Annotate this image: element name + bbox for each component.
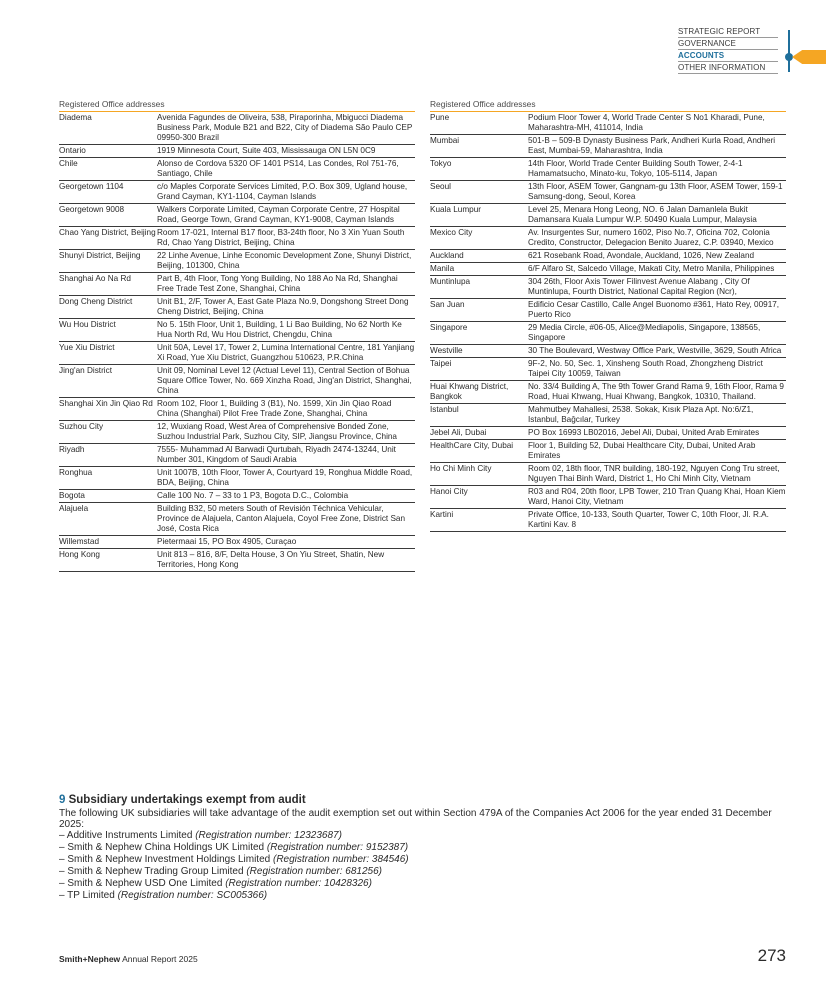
row-address: 14th Floor, World Trade Center Building South Tower, 2-4-1 Hamamatsucho, Minato-ku, Tokyo, 105-5114, Japan bbox=[528, 159, 743, 178]
table-row bbox=[59, 204, 415, 227]
row-location: Hong Kong bbox=[59, 550, 100, 559]
company-name: – Smith & Nephew China Holdings UK Limited bbox=[59, 842, 267, 853]
section-body: The following UK subsidiaries will take advantage of the audit exemption set out within Section 479A of the Companies Act 2006 for the year ended 31 December 2025: bbox=[59, 808, 772, 830]
company-name: – TP Limited bbox=[59, 890, 118, 901]
company-name: – Additive Instruments Limited bbox=[59, 830, 196, 841]
row-address: c/o Maples Corporate Services Limited, P.O. Box 309, Ugland house, Grand Cayman, KY1-1104, Cayman Islands bbox=[157, 182, 408, 201]
row-address: Walkers Corporate Limited, Cayman Corporate Centre, 27 Hospital Road, George Town, Grand Cayman, KY1-9008, Cayman Islands bbox=[157, 205, 400, 224]
row-address: Avenida Fagundes de Oliveira, 538, Piraporinha, Mbigucci Diadema Business Park, Module B21 and B22, City of Diadema São Paulo CEP 09950-300 Brazil bbox=[157, 113, 413, 142]
row-location: Kuala Lumpur bbox=[430, 205, 481, 214]
table-row bbox=[59, 444, 415, 467]
row-location: Pune bbox=[430, 113, 450, 122]
list-item bbox=[59, 890, 779, 902]
table-row bbox=[59, 227, 415, 250]
table-row bbox=[59, 549, 415, 572]
table-row bbox=[59, 490, 415, 503]
row-location: Manila bbox=[430, 264, 455, 273]
table-row bbox=[430, 404, 786, 427]
right-address-table bbox=[430, 99, 786, 532]
row-location: Riyadh bbox=[59, 445, 85, 454]
table-row bbox=[59, 145, 415, 158]
row-address: 30 The Boulevard, Westway Office Park, Westville, 3629, South Africa bbox=[528, 346, 782, 355]
registration-number: (Registration number: 9152387) bbox=[266, 842, 409, 853]
row-address: 13th Floor, ASEM Tower, Gangnam-gu 13th Floor, ASEM Tower, 159-1 Samsung-dong, Seoul, Korea bbox=[528, 182, 783, 201]
row-location: Georgetown 1104 bbox=[59, 182, 124, 191]
company-name: – Smith & Nephew Investment Holdings Limited bbox=[59, 854, 273, 865]
table-row bbox=[59, 536, 415, 549]
row-location: Shanghai Ao Na Rd bbox=[59, 274, 131, 283]
row-address: Room 17-021, Internal B17 floor, B3-24th floor, No 3 Xin Yuan South Rd, Chao Yang District, Beijing, China bbox=[157, 228, 405, 247]
section-title bbox=[59, 794, 779, 806]
registration-number: (Registration number: 12323687) bbox=[195, 830, 342, 841]
row-location: Taipei bbox=[430, 359, 452, 368]
table-row bbox=[430, 486, 786, 509]
list-item bbox=[59, 878, 779, 890]
table-row bbox=[430, 227, 786, 250]
row-address: Level 25, Menara Hong Leong, NO. 6 Jalan Damanlela Bukit Damansara Kuala Lumpur W.P. 50490 Kuala Lumpur, Malaysia bbox=[528, 205, 757, 224]
nav-governance[interactable]: GOVERNANCE bbox=[678, 38, 778, 50]
table-header: Registered Office addresses bbox=[59, 99, 415, 112]
section-subsidiary-exempt bbox=[59, 794, 779, 902]
list-item bbox=[59, 842, 779, 854]
section-number: 9 bbox=[59, 794, 66, 806]
page-number: 273 bbox=[757, 946, 786, 965]
table-row bbox=[59, 296, 415, 319]
row-location: Yue Xiu District bbox=[59, 343, 115, 352]
row-address: 9F-2, No. 50, Sec. 1, Xinsheng South Road, Zhongzheng District Taipei City 10059, Taiwan bbox=[528, 359, 763, 378]
row-address: Pietermaai 15, PO Box 4905, Curaçao bbox=[157, 537, 297, 546]
row-address: Alonso de Cordova 5320 OF 1401 PS14, Las Condes, Rol 751-76, Santiago, Chile bbox=[157, 159, 399, 178]
row-address: Private Office, 10-133, South Quarter, Tower C, 10th Floor, Jl. R.A. Kartini Kav. 8 bbox=[528, 510, 769, 529]
row-location: Jing'an District bbox=[59, 366, 112, 375]
table-row bbox=[430, 463, 786, 486]
section-nav bbox=[678, 26, 778, 74]
table-row bbox=[430, 263, 786, 276]
table-row bbox=[430, 322, 786, 345]
table-row bbox=[59, 365, 415, 398]
nav-accounts[interactable]: ACCOUNTS bbox=[678, 50, 778, 62]
row-location: Chao Yang District, Beijing bbox=[59, 228, 156, 237]
row-location: Willemstad bbox=[59, 537, 100, 546]
row-location: Shanghai Xin Jin Qiao Rd bbox=[59, 399, 153, 408]
row-location: Jebel Ali, Dubai bbox=[430, 428, 487, 437]
row-address: Edificio Cesar Castillo, Calle Angel Buonomo #361, Hato Rey, 00917, Puerto Rico bbox=[528, 300, 780, 319]
row-location: Mumbai bbox=[430, 136, 460, 145]
company-name: – Smith & Nephew USD One Limited bbox=[59, 878, 226, 889]
row-address: Room 02, 18th floor, TNR building, 180-192, Nguyen Cong Tru street, Nguyen Thai Binh Ward, District 1, Ho Chi Minh City, Vietnam bbox=[528, 464, 780, 483]
row-location: Huai Khwang District, Bangkok bbox=[430, 382, 509, 401]
table-row bbox=[430, 158, 786, 181]
list-item bbox=[59, 866, 779, 878]
table-row bbox=[59, 342, 415, 365]
row-address: Unit B1, 2/F, Tower A, East Gate Plaza No.9, Dongshong Street Dong Cheng District, Beijing, China bbox=[157, 297, 409, 316]
nav-other-information[interactable]: OTHER INFORMATION bbox=[678, 62, 778, 74]
row-address: No. 33/4 Building A, The 9th Tower Grand Rama 9, 16th Floor, Rama 9 Road, Huai Khwang, Huai Khwang, Bangkok, 10310, Thailand. bbox=[528, 382, 784, 401]
row-address: R03 and R04, 20th floor, LPB Tower, 210 Tran Quang Khai, Hoan Kiem Ward, Hanoi City, Vietnam bbox=[528, 487, 786, 506]
row-address: 22 Linhe Avenue, Linhe Economic Development Zone, Shunyi District, Beijing, 101300, China bbox=[157, 251, 412, 270]
table-row bbox=[59, 158, 415, 181]
row-address: 7555- Muhammad Al Barwadi Qurtubah, Riyadh 2474-13244, Unit Number 301, Kingdom of Saudi Arabia bbox=[157, 445, 396, 464]
table-row bbox=[430, 135, 786, 158]
nav-strategic-report[interactable]: STRATEGIC REPORT bbox=[678, 26, 778, 38]
row-address: Room 102, Floor 1, Building 3 (B1), No. 1599, Xin Jin Qiao Road China (Shanghai) Pilot Free Trade Zone, Shanghai, China bbox=[157, 399, 392, 418]
row-location: Shunyi District, Beijing bbox=[59, 251, 141, 260]
row-address: PO Box 16993 LB02016, Jebel Ali, Dubai, United Arab Emirates bbox=[528, 428, 760, 437]
table-row bbox=[59, 398, 415, 421]
footer bbox=[59, 954, 198, 964]
row-location: Ontario bbox=[59, 146, 86, 155]
registration-number: (Registration number: 10428326) bbox=[225, 878, 372, 889]
table-row bbox=[59, 421, 415, 444]
row-address: Unit 813 – 816, 8/F, Delta House, 3 On Yiu Street, Shatin, New Territories, Hong Kong bbox=[157, 550, 385, 569]
table-row bbox=[430, 299, 786, 322]
row-address: 501-B – 509-B Dynasty Business Park, Andheri Kurla Road, Andheri East, Mumbai-59, Maharashtra, India bbox=[528, 136, 776, 155]
row-address: 29 Media Circle, #06-05, Alice@Mediapolis, Singapore, 138565, Singapore bbox=[528, 323, 761, 342]
row-location: Auckland bbox=[430, 251, 464, 260]
table-row bbox=[430, 440, 786, 463]
table-row bbox=[430, 250, 786, 263]
table-row bbox=[59, 273, 415, 296]
table-row bbox=[430, 358, 786, 381]
section-title-text: Subsidiary undertakings exempt from audit bbox=[68, 794, 306, 806]
row-location: Singapore bbox=[430, 323, 468, 332]
row-address: 304 26th, Floor Axis Tower Filinvest Avenue Alabang , City Of Muntinlupa, Fourth District, National Capital Region (Ncr), bbox=[528, 277, 750, 296]
table-header: Registered Office addresses bbox=[430, 99, 786, 112]
row-location: Chile bbox=[59, 159, 78, 168]
table-row bbox=[59, 319, 415, 342]
row-address: Unit 1007B, 10th Floor, Tower A, Courtyard 19, Ronghua Middle Road, BDA, Beijing, China bbox=[157, 468, 413, 487]
row-address: Floor 1, Building 52, Dubai Healthcare City, Dubai, United Arab Emirates bbox=[528, 441, 756, 460]
table-row bbox=[59, 112, 415, 145]
row-location: HealthCare City, Dubai bbox=[430, 441, 514, 450]
row-address: 12, Wuxiang Road, West Area of Comprehensive Bonded Zone, Suzhou Industrial Park, Suzhou City, SIP, Jiangsu Province, China bbox=[157, 422, 397, 441]
row-address: Building B32, 50 meters South of Revisión Téchnica Vehicular, Province de Alajuela, Canton Alajuela, Coyol Free Zone, District San José, Costa Rica bbox=[157, 504, 406, 533]
row-location: Istanbul bbox=[430, 405, 459, 414]
row-location: Bogota bbox=[59, 491, 85, 500]
row-location: Dong Cheng District bbox=[59, 297, 133, 306]
row-address: Part B, 4th Floor, Tong Yong Building, No 188 Ao Na Rd, Shanghai Free Trade Test Zone, Shanghai, China bbox=[157, 274, 398, 293]
registration-number: (Registration number: 681256) bbox=[246, 866, 382, 877]
list-item bbox=[59, 830, 779, 842]
table-row bbox=[430, 112, 786, 135]
row-address: Podium Floor Tower 4, World Trade Center S No1 Kharadi, Pune, Maharashtra-MH, 411014, India bbox=[528, 113, 765, 132]
registration-number: (Registration number: 384546) bbox=[273, 854, 409, 865]
row-location: Seoul bbox=[430, 182, 451, 191]
row-location: Hanoi City bbox=[430, 487, 468, 496]
row-address: 621 Rosebank Road, Avondale, Auckland, 1026, New Zealand bbox=[528, 251, 755, 260]
table-row bbox=[430, 276, 786, 299]
table-row bbox=[59, 467, 415, 490]
table-row bbox=[430, 181, 786, 204]
table-row bbox=[59, 503, 415, 536]
row-location: Alajuela bbox=[59, 504, 89, 513]
nav-indicator-line bbox=[788, 30, 790, 72]
row-location: San Juan bbox=[430, 300, 465, 309]
row-address: Mahmutbey Mahallesi, 2538. Sokak, Kısık Plaza Apt. No:6/Z1, Istanbul, Bağcılar, Turkey bbox=[528, 405, 754, 424]
list-item bbox=[59, 854, 779, 866]
registration-number: (Registration number: SC005366) bbox=[117, 890, 268, 901]
row-address: Av. Insurgentes Sur, numero 1602, Piso No.7, Oficina 702, Colonia Credito, Constructor, Delegacion Benito Juarez, C.P. 03940, Mexico bbox=[528, 228, 774, 247]
nav-indicator-dot bbox=[785, 53, 793, 61]
table-row bbox=[59, 250, 415, 273]
footer-brand: Smith+Nephew bbox=[59, 954, 121, 964]
row-address: Calle 100 No. 7 – 33 to 1 P3, Bogota D.C., Colombia bbox=[157, 491, 349, 500]
row-location: Suzhou City bbox=[59, 422, 104, 431]
row-address: No 5. 15th Floor, Unit 1, Building, 1 Li Bao Building, No 62 North Ke Hua North Rd, Wu Hou District, Chengdu, China bbox=[157, 320, 402, 339]
row-location: Kartini bbox=[430, 510, 454, 519]
row-location: Georgetown 9008 bbox=[59, 205, 125, 214]
footer-report: Annual Report 2025 bbox=[120, 954, 198, 964]
row-address: 1919 Minnesota Court, Suite 403, Mississauga ON L5N 0C9 bbox=[157, 146, 376, 155]
row-location: Ronghua bbox=[59, 468, 93, 477]
table-row bbox=[430, 345, 786, 358]
row-address: Unit 09, Nominal Level 12 (Actual Level 11), Central Section of Bohua Square Office Tower, No. 669 Xinzha Road, Jing'an District, Shanghai, China bbox=[157, 366, 412, 395]
left-address-table bbox=[59, 99, 415, 572]
row-location: Ho Chi Minh City bbox=[430, 464, 492, 473]
row-address: 6/F Alfaro St, Salcedo Village, Makati City, Metro Manila, Philippines bbox=[528, 264, 775, 273]
table-row bbox=[59, 181, 415, 204]
company-name: – Smith & Nephew Trading Group Limited bbox=[59, 866, 247, 877]
row-address: Unit 50A, Level 17, Tower 2, Lumina International Centre, 181 Yanjiang Xi Road, Yue Xiu District, Guangzhou 510623, P.R.China bbox=[157, 343, 415, 362]
table-row bbox=[430, 427, 786, 440]
row-location: Tokyo bbox=[430, 159, 452, 168]
table-row bbox=[430, 204, 786, 227]
row-location: Mexico City bbox=[430, 228, 473, 237]
nav-active-tab-marker bbox=[792, 50, 826, 64]
row-location: Westville bbox=[430, 346, 463, 355]
row-location: Wu Hou District bbox=[59, 320, 116, 329]
row-location: Muntinlupa bbox=[430, 277, 471, 286]
table-row bbox=[430, 381, 786, 404]
row-location: Diadema bbox=[59, 113, 92, 122]
table-row bbox=[430, 509, 786, 532]
